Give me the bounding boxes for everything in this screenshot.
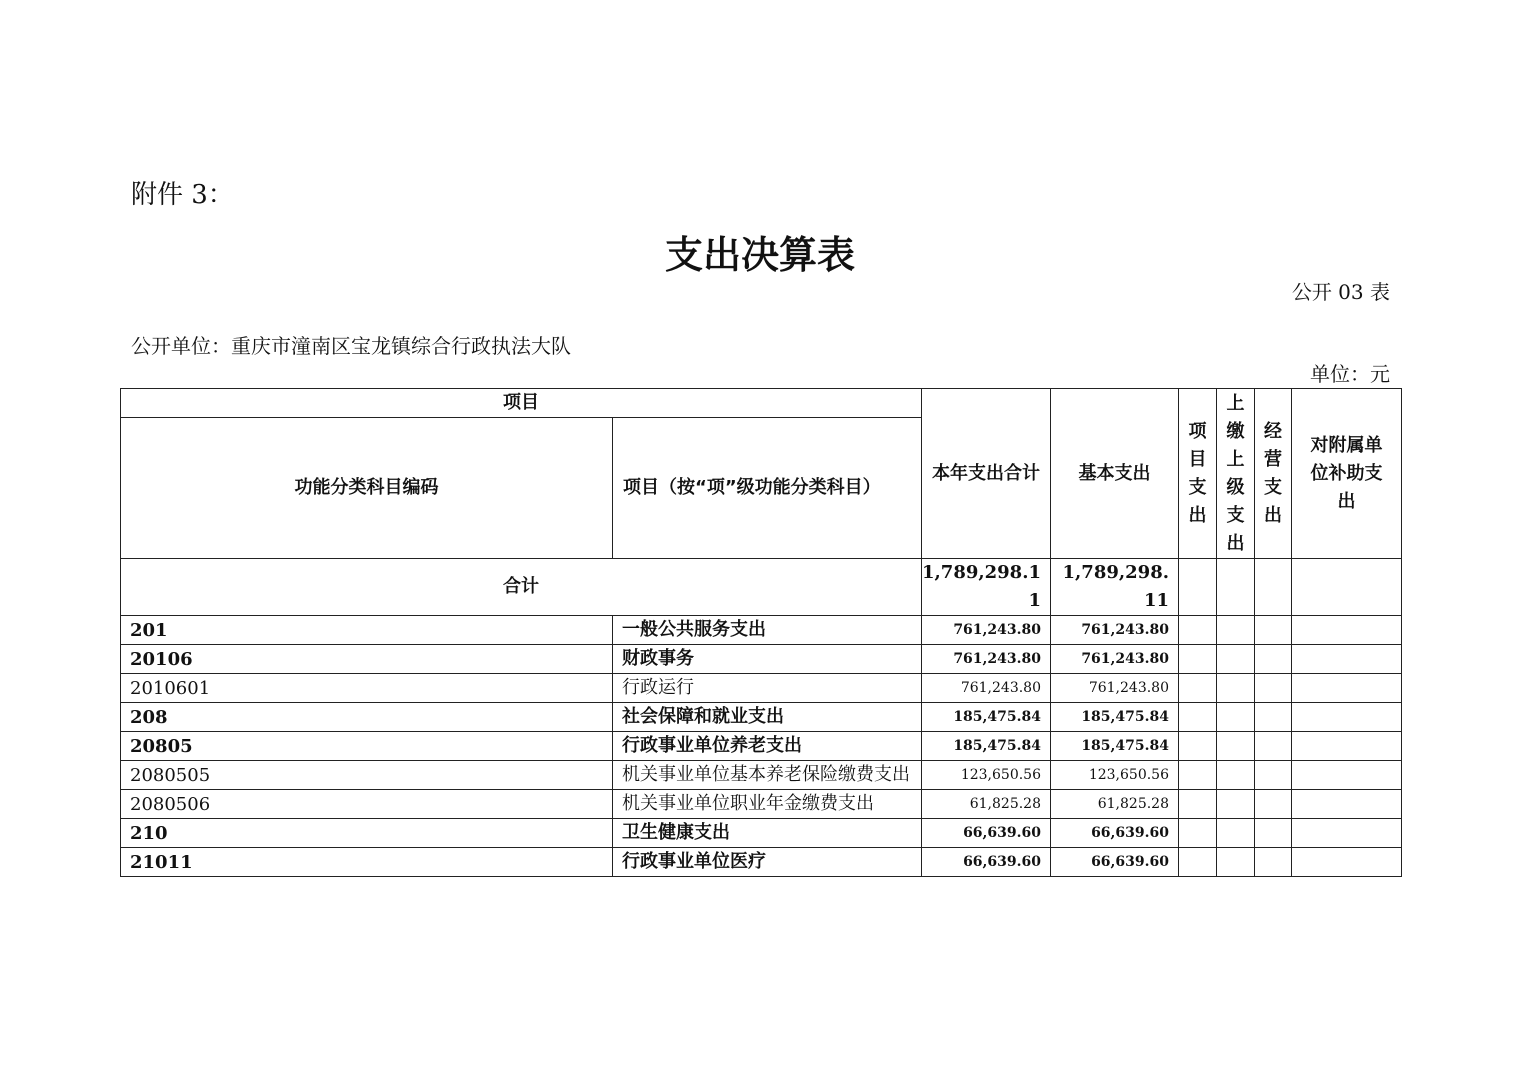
form-code: 公开 03 表 xyxy=(1291,280,1390,304)
header-item-group: 项目 xyxy=(121,389,922,418)
row-code: 21011 xyxy=(121,848,613,877)
header-remit-label: 上缴上级支出 xyxy=(1226,392,1245,554)
row-total: 123,650.56 xyxy=(922,761,1051,790)
row-total: 761,243.80 xyxy=(922,616,1051,645)
row-subsidy xyxy=(1292,848,1402,877)
total-amount: 1,789,298.11 xyxy=(922,559,1051,616)
row-total: 761,243.80 xyxy=(922,645,1051,674)
row-name: 卫生健康支出 xyxy=(613,819,922,848)
row-subsidy xyxy=(1292,761,1402,790)
total-project xyxy=(1179,559,1217,616)
table-row xyxy=(121,761,1402,790)
row-remit xyxy=(1217,674,1255,703)
row-total: 66,639.60 xyxy=(922,848,1051,877)
total-subsidy xyxy=(1292,559,1402,616)
total-label: 合计 xyxy=(121,559,922,616)
row-project xyxy=(1179,848,1217,877)
row-remit xyxy=(1217,790,1255,819)
header-project xyxy=(1179,389,1217,559)
header-operating xyxy=(1255,389,1292,559)
row-basic: 61,825.28 xyxy=(1051,790,1179,819)
currency-unit: 单位：元 xyxy=(1310,362,1390,386)
row-subsidy xyxy=(1292,790,1402,819)
row-project xyxy=(1179,732,1217,761)
row-project xyxy=(1179,761,1217,790)
attachment-label: 附件 3： xyxy=(131,180,234,210)
table-row xyxy=(121,790,1402,819)
row-operating xyxy=(1255,732,1292,761)
row-subsidy xyxy=(1292,616,1402,645)
row-total: 66,639.60 xyxy=(922,819,1051,848)
row-name: 行政事业单位养老支出 xyxy=(613,732,922,761)
row-name: 财政事务 xyxy=(613,645,922,674)
table-body xyxy=(121,616,1402,877)
row-remit xyxy=(1217,732,1255,761)
row-name: 一般公共服务支出 xyxy=(613,616,922,645)
row-code: 210 xyxy=(121,819,613,848)
row-basic: 123,650.56 xyxy=(1051,761,1179,790)
row-basic: 185,475.84 xyxy=(1051,703,1179,732)
table-row xyxy=(121,645,1402,674)
table-row xyxy=(121,819,1402,848)
row-remit xyxy=(1217,645,1255,674)
row-remit xyxy=(1217,616,1255,645)
row-project xyxy=(1179,645,1217,674)
row-operating xyxy=(1255,616,1292,645)
row-subsidy xyxy=(1292,703,1402,732)
row-subsidy xyxy=(1292,674,1402,703)
row-name: 行政运行 xyxy=(613,674,922,703)
table-row xyxy=(121,732,1402,761)
row-code: 2080506 xyxy=(121,790,613,819)
row-operating xyxy=(1255,819,1292,848)
row-total: 185,475.84 xyxy=(922,732,1051,761)
header-operating-label: 经营支出 xyxy=(1264,420,1282,526)
row-name: 行政事业单位医疗 xyxy=(613,848,922,877)
row-code: 20805 xyxy=(121,732,613,761)
row-project xyxy=(1179,616,1217,645)
expenditure-table xyxy=(120,388,1402,877)
row-operating xyxy=(1255,761,1292,790)
row-code: 2010601 xyxy=(121,674,613,703)
total-basic: 1,789,298.11 xyxy=(1051,559,1179,616)
table-row xyxy=(121,703,1402,732)
header-project-label: 项目支出 xyxy=(1188,420,1207,526)
header-total xyxy=(922,389,1051,559)
row-code: 208 xyxy=(121,703,613,732)
row-project xyxy=(1179,790,1217,819)
table-row xyxy=(121,674,1402,703)
row-remit xyxy=(1217,703,1255,732)
row-remit xyxy=(1217,819,1255,848)
header-code: 功能分类科目编码 xyxy=(121,418,613,559)
row-project xyxy=(1179,819,1217,848)
header-subsidy xyxy=(1292,389,1402,559)
row-basic: 185,475.84 xyxy=(1051,732,1179,761)
table-row xyxy=(121,848,1402,877)
row-project xyxy=(1179,674,1217,703)
header-subsidy-label: 对附属单位补助支出 xyxy=(1310,434,1383,512)
header-basic: 基本支出 xyxy=(1051,389,1179,559)
row-total: 761,243.80 xyxy=(922,674,1051,703)
row-operating xyxy=(1255,848,1292,877)
row-basic: 66,639.60 xyxy=(1051,819,1179,848)
row-code: 20106 xyxy=(121,645,613,674)
row-name: 社会保障和就业支出 xyxy=(613,703,922,732)
table-row xyxy=(121,616,1402,645)
row-project xyxy=(1179,703,1217,732)
row-operating xyxy=(1255,674,1292,703)
header-total-label: 本年支出合计 xyxy=(932,462,1040,484)
row-code: 2080505 xyxy=(121,761,613,790)
row-total: 185,475.84 xyxy=(922,703,1051,732)
header-remit xyxy=(1217,389,1255,559)
total-remit xyxy=(1217,559,1255,616)
reporting-unit: 公开单位：重庆市潼南区宝龙镇综合行政执法大队 xyxy=(131,334,571,358)
total-operating xyxy=(1255,559,1292,616)
row-subsidy xyxy=(1292,732,1402,761)
row-operating xyxy=(1255,703,1292,732)
row-name: 机关事业单位基本养老保险缴费支出 xyxy=(613,761,922,790)
row-name: 机关事业单位职业年金缴费支出 xyxy=(613,790,922,819)
row-operating xyxy=(1255,790,1292,819)
row-code: 201 xyxy=(121,616,613,645)
row-basic: 761,243.80 xyxy=(1051,674,1179,703)
row-remit xyxy=(1217,761,1255,790)
row-basic: 66,639.60 xyxy=(1051,848,1179,877)
page-title: 支出决算表 xyxy=(664,232,855,277)
row-remit xyxy=(1217,848,1255,877)
row-basic: 761,243.80 xyxy=(1051,616,1179,645)
row-operating xyxy=(1255,645,1292,674)
row-subsidy xyxy=(1292,645,1402,674)
row-basic: 761,243.80 xyxy=(1051,645,1179,674)
row-subsidy xyxy=(1292,819,1402,848)
header-name: 项目（按“项”级功能分类科目） xyxy=(613,418,922,559)
row-total: 61,825.28 xyxy=(922,790,1051,819)
